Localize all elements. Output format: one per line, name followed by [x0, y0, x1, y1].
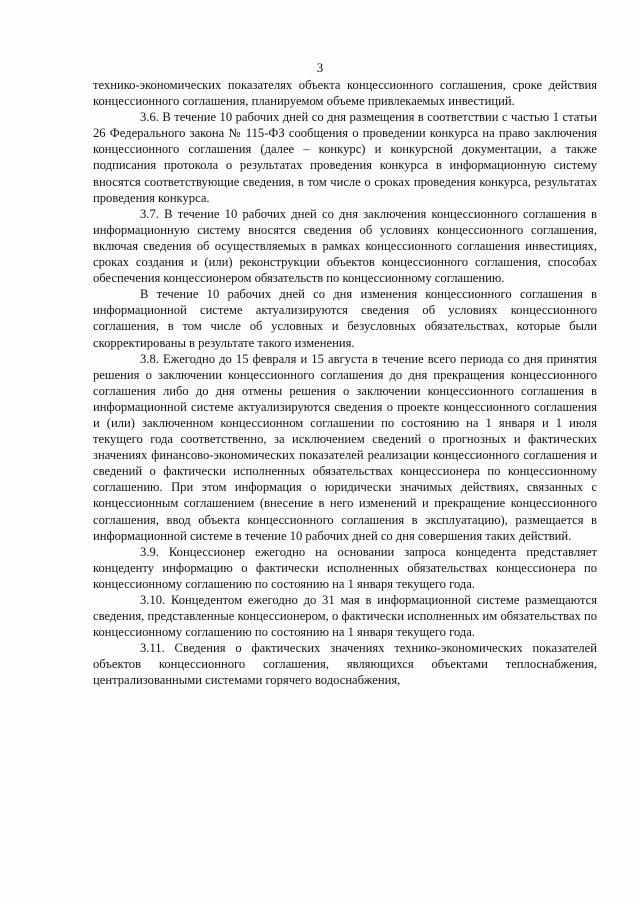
paragraph-continuation: технико-экономических показателях объекта концессионного соглашения, сроке действия концессионного соглашения, планируемом объеме привлекаемых инвестиций. [93, 78, 597, 109]
paragraph-3-10: 3.10. Концедентом ежегодно до 31 мая в информационной системе размещаются сведения, представленные концессионером, о фактически исполненных им обязательствах по концессионному соглашению по состоянию на 1 января текущего года. [93, 593, 597, 640]
paragraph-3-7-amendment: В течение 10 рабочих дней со дня изменения концессионного соглашения в информационной системе актуализируются сведения об условиях концессионного соглашения, в том числе об условных и безусловных обязательствах, которые были скорректированы в результате такого изменения. [93, 287, 597, 350]
document-body [93, 77, 597, 689]
paragraph-3-9: 3.9. Концессионер ежегодно на основании запроса концедента представляет концеденту информацию о фактически исполненных обязательствах концессионера по концессионному соглашению по состоянию на 1 января текущего года. [93, 544, 597, 591]
paragraph-3-8: 3.8. Ежегодно до 15 февраля и 15 августа в течение всего периода со дня принятия решения о заключении концессионного соглашения до дня прекращения концессионного соглашения либо до дня отмены решения о заключении концессионного соглашения в информационной системе актуализируются сведения о проекте концессионного соглашения и (или) заключенном концессионном соглашении по состоянию на 1 января и 1 июля текущего года соответственно, за исключением сведений о прогнозных и фактических значениях финансово-экономических показателей реализации концессионного соглашения и сведений о фактически исполненных обязательствах концессионера по концессионному соглашению. При этом информация о юридически значимых действиях, связанных с концессионным соглашением (внесение в него изменений и прекращение концессионного соглашения, ввод объекта концессионного соглашения в эксплуатацию), размещается в информационной системе в течение 10 рабочих дней со дня совершения таких действий. [93, 351, 597, 543]
page-number: 3 [316, 60, 324, 75]
paragraph-3-6: 3.6. В течение 10 рабочих дней со дня размещения в соответствии с частью 1 статьи 26 Федерального закона № 115-ФЗ сообщения о проведении конкурса на право заключения концессионного соглашения (далее – конкурс) и конкурсной документации, а также подписания протокола о результатах проведения конкурса в информационную систему вносятся соответствующие сведения, в том числе о сроках проведения конкурса, результатах проведения конкурса. [93, 110, 597, 205]
paragraph-3-11: 3.11. Сведения о фактических значениях технико-экономических показателей объектов концессионного соглашения, являющихся объектами теплоснабжения, централизованными системами горячего водоснабжения, [93, 641, 597, 688]
paragraph-3-7: 3.7. В течение 10 рабочих дней со дня заключения концессионного соглашения в информационную систему вносятся сведения об условиях концессионного соглашения, включая сведения об осуществляемых в рамках концессионного соглашения инвестициях, сроках создания и (или) реконструкции объектов концессионного соглашения, способах обеспечения концессионером обязательств по концессионному соглашению. [93, 206, 597, 286]
